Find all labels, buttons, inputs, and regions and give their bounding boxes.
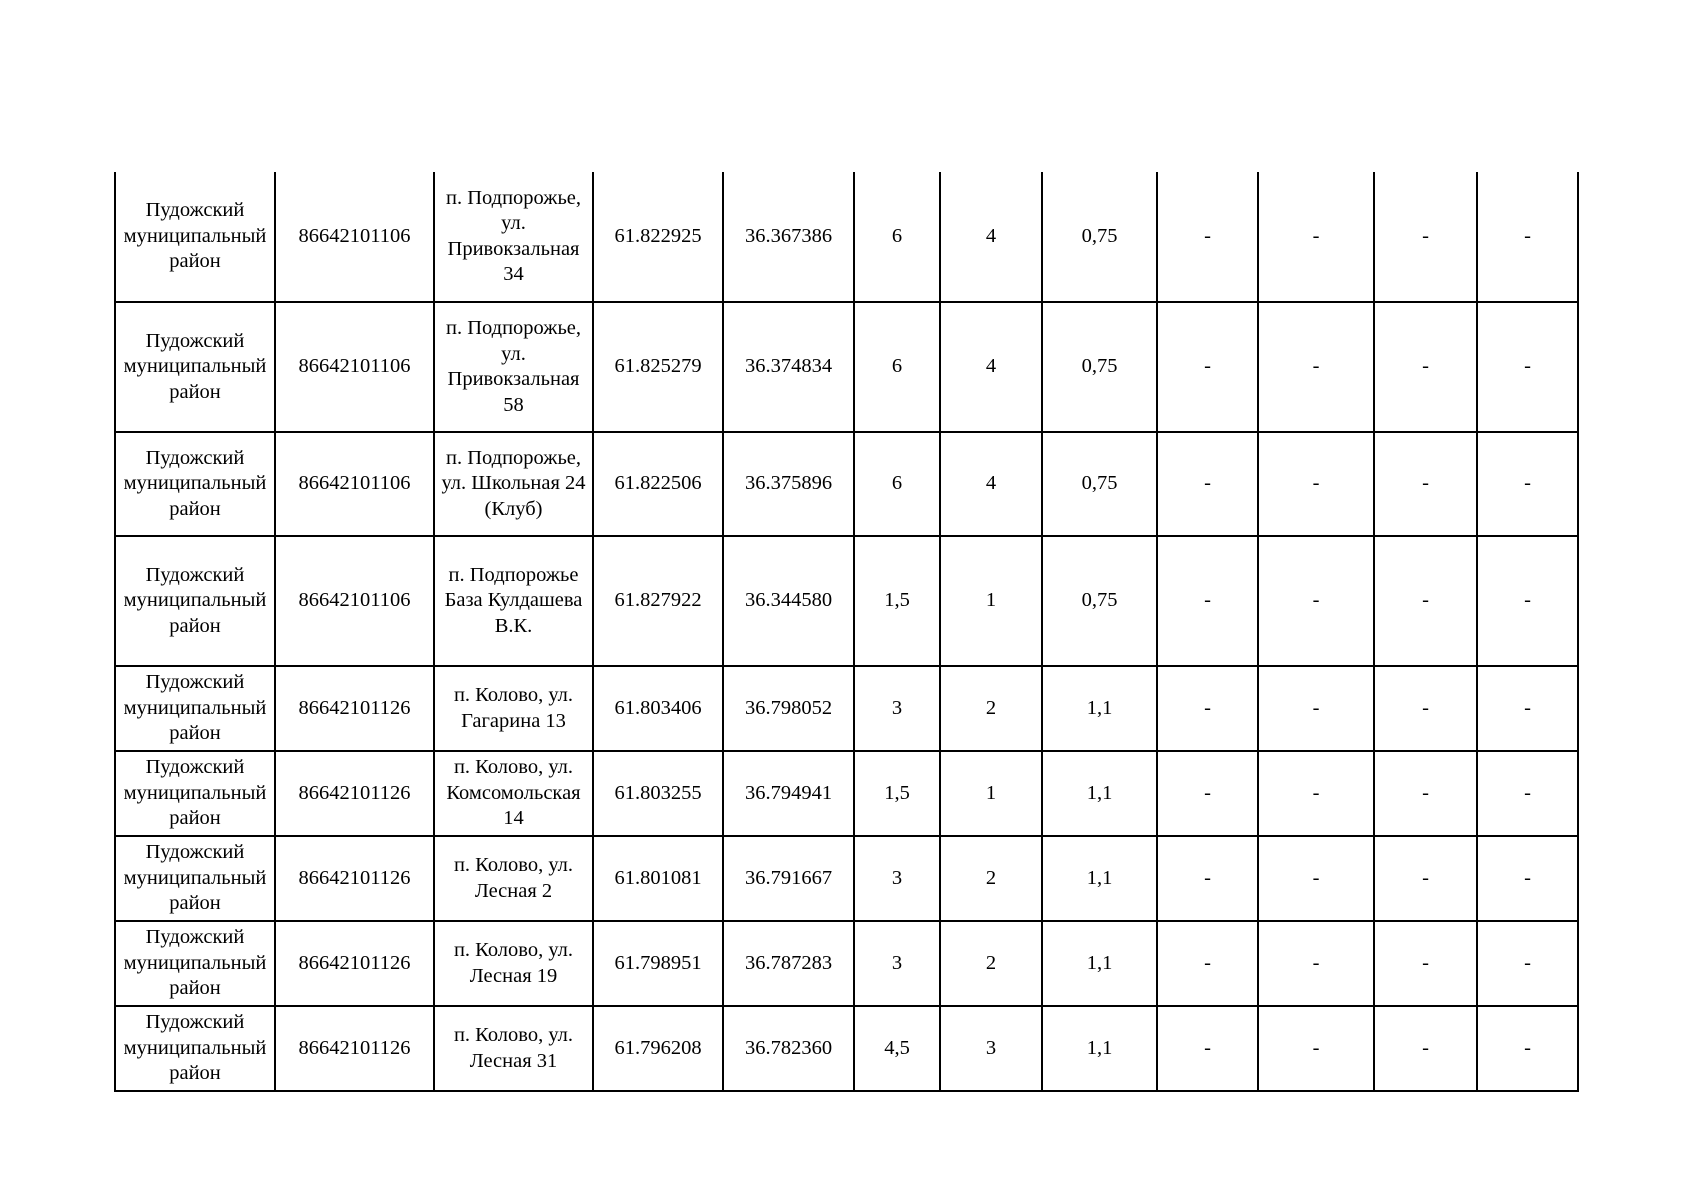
cell-address: п. Колово, ул. Лесная 19 [434, 921, 593, 1006]
cell-district: Пудожский муниципальный район [115, 751, 275, 836]
cell-value-e: - [1258, 751, 1374, 836]
cell-value-b: 4 [940, 432, 1042, 536]
cell-value-b: 2 [940, 666, 1042, 751]
cell-latitude: 61.827922 [593, 536, 723, 666]
cell-longitude: 36.344580 [723, 536, 854, 666]
cell-district: Пудожский муниципальный район [115, 666, 275, 751]
cell-value-d: - [1157, 302, 1258, 432]
cell-value-e: - [1258, 921, 1374, 1006]
cell-value-d: - [1157, 666, 1258, 751]
cell-value-c: 1,1 [1042, 666, 1157, 751]
cell-value-f: - [1374, 1006, 1477, 1091]
cell-value-e: - [1258, 836, 1374, 921]
cell-value-b: 2 [940, 836, 1042, 921]
cell-address: п. Колово, ул. Лесная 2 [434, 836, 593, 921]
cell-value-f: - [1374, 921, 1477, 1006]
cell-oktmo-code: 86642101126 [275, 836, 434, 921]
cell-district: Пудожский муниципальный район [115, 836, 275, 921]
cell-value-d: - [1157, 921, 1258, 1006]
cell-value-g: - [1477, 302, 1578, 432]
cell-value-g: - [1477, 432, 1578, 536]
cell-longitude: 36.791667 [723, 836, 854, 921]
cell-oktmo-code: 86642101126 [275, 751, 434, 836]
cell-oktmo-code: 86642101106 [275, 172, 434, 302]
cell-value-f: - [1374, 302, 1477, 432]
cell-value-a: 1,5 [854, 536, 940, 666]
cell-value-d: - [1157, 172, 1258, 302]
cell-district: Пудожский муниципальный район [115, 536, 275, 666]
cell-address: п. Подпорожье, ул. Привокзальная 34 [434, 172, 593, 302]
cell-oktmo-code: 86642101126 [275, 921, 434, 1006]
cell-value-a: 3 [854, 666, 940, 751]
cell-address: п. Подпорожье, ул. Школьная 24 (Клуб) [434, 432, 593, 536]
cell-value-f: - [1374, 536, 1477, 666]
cell-longitude: 36.798052 [723, 666, 854, 751]
cell-value-c: 1,1 [1042, 751, 1157, 836]
cell-district: Пудожский муниципальный район [115, 432, 275, 536]
cell-value-g: - [1477, 536, 1578, 666]
cell-longitude: 36.787283 [723, 921, 854, 1006]
cell-value-d: - [1157, 751, 1258, 836]
cell-value-e: - [1258, 172, 1374, 302]
cell-oktmo-code: 86642101106 [275, 302, 434, 432]
cell-value-f: - [1374, 666, 1477, 751]
cell-oktmo-code: 86642101126 [275, 1006, 434, 1091]
cell-longitude: 36.782360 [723, 1006, 854, 1091]
table-row [115, 302, 1578, 432]
cell-latitude: 61.825279 [593, 302, 723, 432]
cell-value-f: - [1374, 836, 1477, 921]
cell-longitude: 36.374834 [723, 302, 854, 432]
cell-value-f: - [1374, 172, 1477, 302]
cell-district: Пудожский муниципальный район [115, 921, 275, 1006]
cell-longitude: 36.367386 [723, 172, 854, 302]
cell-longitude: 36.375896 [723, 432, 854, 536]
cell-value-c: 1,1 [1042, 921, 1157, 1006]
cell-value-g: - [1477, 751, 1578, 836]
cell-value-b: 1 [940, 536, 1042, 666]
cell-latitude: 61.796208 [593, 1006, 723, 1091]
cell-value-d: - [1157, 1006, 1258, 1091]
cell-value-d: - [1157, 536, 1258, 666]
cell-value-c: 0,75 [1042, 172, 1157, 302]
cell-district: Пудожский муниципальный район [115, 1006, 275, 1091]
cell-value-d: - [1157, 432, 1258, 536]
cell-value-b: 3 [940, 1006, 1042, 1091]
cell-value-e: - [1258, 1006, 1374, 1091]
cell-value-g: - [1477, 1006, 1578, 1091]
cell-value-d: - [1157, 836, 1258, 921]
cell-value-g: - [1477, 666, 1578, 751]
cell-latitude: 61.798951 [593, 921, 723, 1006]
cell-value-c: 0,75 [1042, 302, 1157, 432]
cell-value-a: 6 [854, 172, 940, 302]
table-row [115, 172, 1578, 302]
cell-value-e: - [1258, 432, 1374, 536]
cell-latitude: 61.803406 [593, 666, 723, 751]
cell-address: п. Колово, ул. Комсомольская 14 [434, 751, 593, 836]
cell-value-a: 3 [854, 836, 940, 921]
cell-value-e: - [1258, 536, 1374, 666]
table-row [115, 536, 1578, 666]
cell-latitude: 61.822506 [593, 432, 723, 536]
cell-address: п. Колово, ул. Лесная 31 [434, 1006, 593, 1091]
cell-value-b: 2 [940, 921, 1042, 1006]
cell-value-c: 0,75 [1042, 432, 1157, 536]
data-table [114, 172, 1579, 1092]
cell-value-b: 4 [940, 302, 1042, 432]
cell-value-c: 0,75 [1042, 536, 1157, 666]
table-row [115, 432, 1578, 536]
cell-address: п. Подпорожье, ул. Привокзальная 58 [434, 302, 593, 432]
cell-value-b: 4 [940, 172, 1042, 302]
cell-value-e: - [1258, 302, 1374, 432]
cell-district: Пудожский муниципальный район [115, 302, 275, 432]
cell-latitude: 61.803255 [593, 751, 723, 836]
cell-value-a: 6 [854, 432, 940, 536]
cell-value-a: 4,5 [854, 1006, 940, 1091]
cell-value-g: - [1477, 172, 1578, 302]
cell-value-g: - [1477, 921, 1578, 1006]
cell-value-c: 1,1 [1042, 836, 1157, 921]
cell-value-a: 3 [854, 921, 940, 1006]
cell-value-f: - [1374, 432, 1477, 536]
table-row [115, 921, 1578, 1006]
cell-value-f: - [1374, 751, 1477, 836]
cell-address: п. Колово, ул. Гагарина 13 [434, 666, 593, 751]
cell-value-a: 1,5 [854, 751, 940, 836]
cell-latitude: 61.822925 [593, 172, 723, 302]
cell-value-g: - [1477, 836, 1578, 921]
table-row [115, 751, 1578, 836]
cell-latitude: 61.801081 [593, 836, 723, 921]
cell-longitude: 36.794941 [723, 751, 854, 836]
cell-oktmo-code: 86642101126 [275, 666, 434, 751]
cell-oktmo-code: 86642101106 [275, 536, 434, 666]
table-row [115, 666, 1578, 751]
table-row [115, 1006, 1578, 1091]
cell-value-e: - [1258, 666, 1374, 751]
cell-value-c: 1,1 [1042, 1006, 1157, 1091]
cell-value-a: 6 [854, 302, 940, 432]
cell-address: п. Подпорожье База Кулдашева В.К. [434, 536, 593, 666]
cell-value-b: 1 [940, 751, 1042, 836]
table-row [115, 836, 1578, 921]
cell-oktmo-code: 86642101106 [275, 432, 434, 536]
table-body [115, 172, 1578, 1091]
cell-district: Пудожский муниципальный район [115, 172, 275, 302]
